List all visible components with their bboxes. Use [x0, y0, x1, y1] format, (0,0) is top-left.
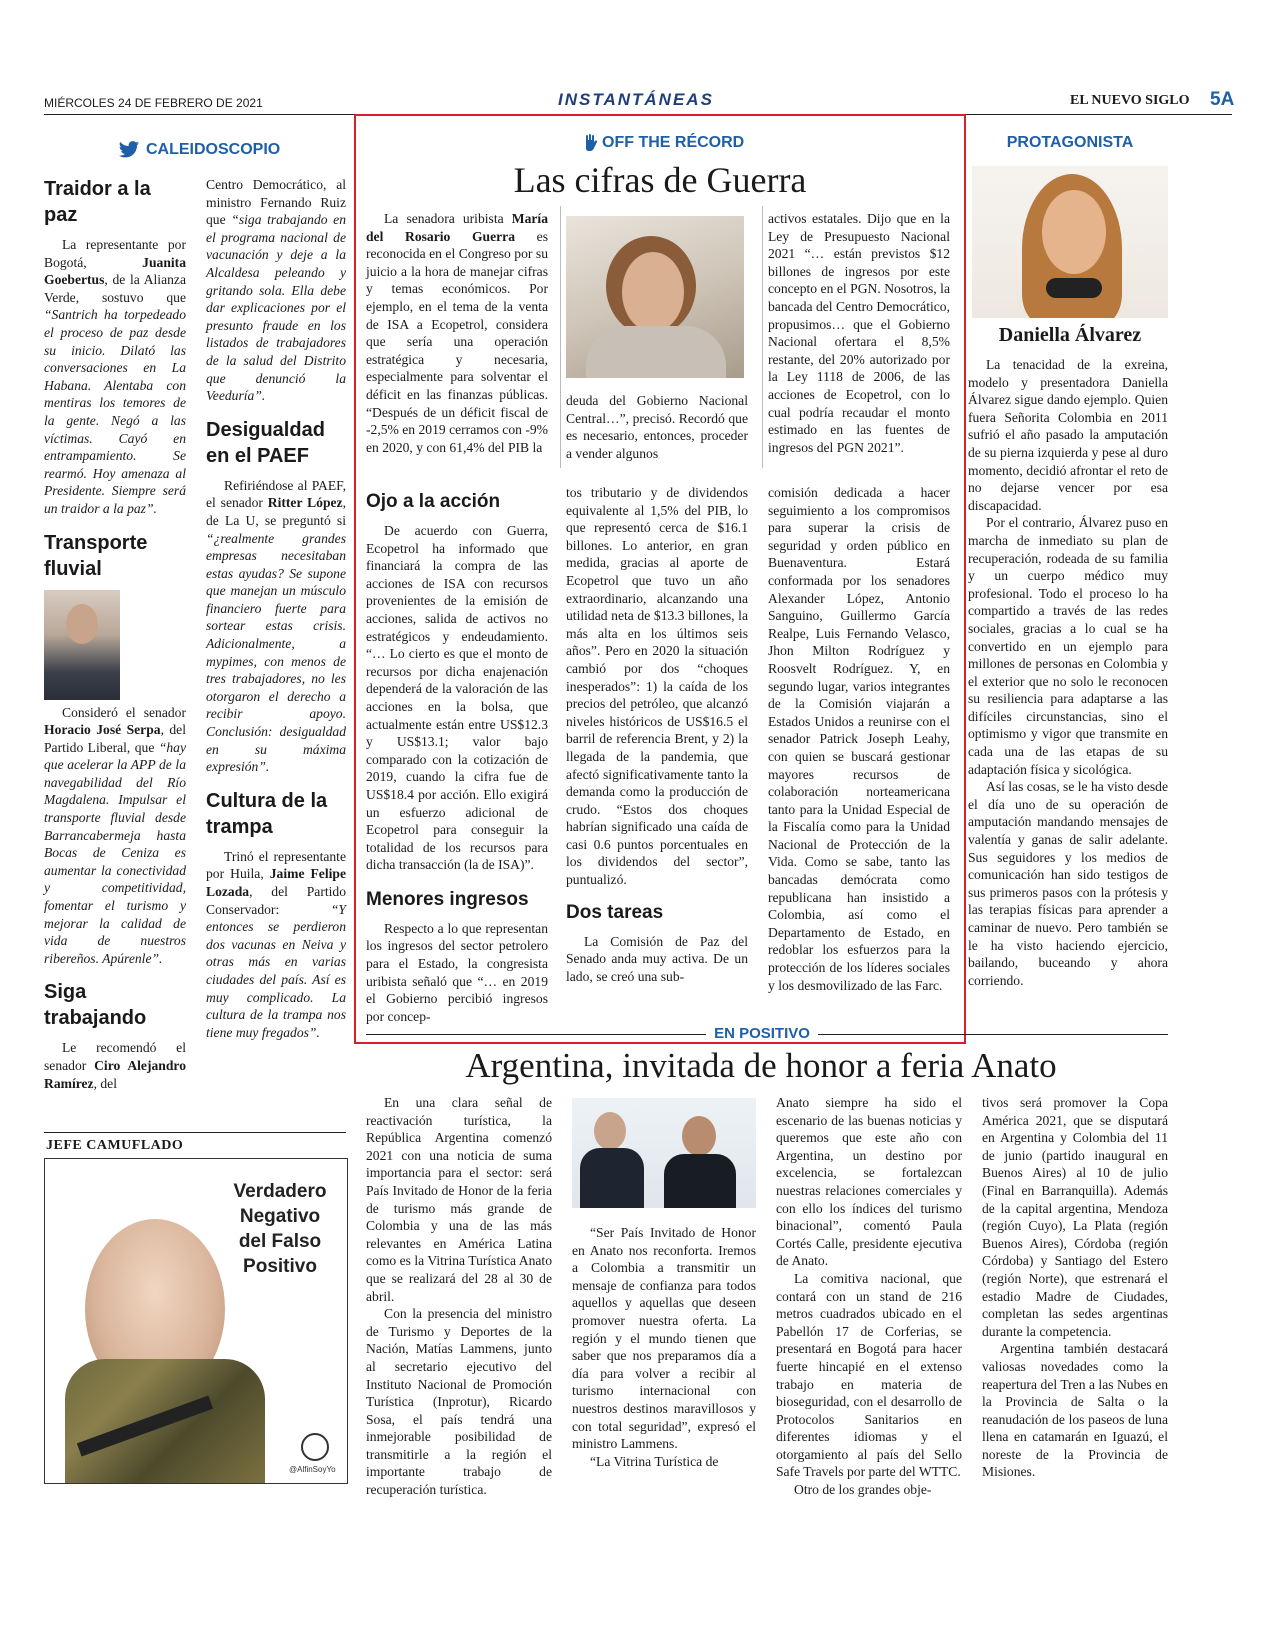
cartoon-caption: Verdadero Negativo del Falso Positivo	[233, 1181, 327, 1277]
otr-column-3-top: activos estatales. Dijo que en la Ley de Presupuesto Nacional 2021 “… están previstos $12 billones de ingresos por este concepto en el PGN. Nosotros, la bancada del Centro Democrático, propusimos… que el Gobierno Nacional ofertara el 8,5% restante, del 20% autorizado por la Ley 1118 de 2006, de las acciones de Ecopetrol, con lo cual podría recaudar el monto estimado en las fuentes de ingresos del PGN 2021”.	[768, 211, 950, 455]
headline-transporte: Transporte fluvial	[44, 531, 148, 580]
otr-column-1-top: La senadora uribista María del Rosario Guerra es reconocida en el Congreso por su juicio a la hora de manejar cifras y temas económicos. Por ejemplo, en el tema de la venta de ISA a Ecopetrol, considera que sería una operación estratégica y necesaria, especialmente para solventar el déficit en las finanzas públicas. “Después de un déficit fiscal de -2,5% en 2019 cerramos con -9% en 2020, y con 61,4% del PIB la	[366, 211, 548, 455]
off-the-record-label: OFF THE RÉCORD	[602, 134, 745, 151]
otr-column-3-bottom: comisión dedicada a hacer seguimiento a los compromisos para superar la crisis de seguridad y orden público en Buenaventura. Estará conformada por los senadores Alexander López, Antonio Sanguino, Guillermo García Realpe, Luis Fernando Velasco, Jhon Milton Rodríguez y Roosvelt Rodríguez. Y, en segundo lugar, varios integrantes de la Comisión viajarán a Estados Unidos a reunirse con el senador Patrick Joseph Leahy, con quien se buscará gestionar mayores recursos de colaboración norteamericana tanto para la Unidad Especial de la Fiscalía como para la Unidad Nacional de Protección de la Vida. Como se sabe, tanto las bancadas demócrata como republicana han insistido a Colombia, así como el Departamento de Estado, en redoblar los esfuerzos para la protección de los líderes sociales y los desmovilizado de las Farc.	[768, 485, 950, 993]
otr-column-2-bottom: tos tributario y de dividendos equivalente al 1,5% del PIB, lo que representó cerca de $16.1 billones. Lo anterior, en gran medida, gracias al aporte de Ecopetrol que tuvo un año extraordinario, alcanzando una utilidad neta de $13.3 billones, la más alta en los últimos seis años”. Pero en 2020 la situación cambió por dos “choques inesperados”: 1) la caída de los precios del petróleo, que alcanzó niveles históricos de US$16.5 el barril de referencia Brent, y 2) la llegada de la pandemia, que afectó significativamente tanto la demanda como la producción de crudo. “Estos dos choques habrían significado una caída de casi 0.6 puntos porcentuales en los dividendos del sector”, puntualizó. Dos tareas La Comisión de Paz del Senado anda muy activa. De un lado, se creó una sub-	[566, 485, 748, 984]
anato-column-3: Anato siempre ha sido el escenario de las buenas noticias y queremos que este año con Argentina, un destino por excelencia, se fortalezcan nuestras relaciones comerciales y con ello los índices del turismo binacional”, comentó Paula Cortés Calle, presidente ejecutiva de Anato. La comitiva nacional, que contará con un stand de 216 metros cuadrados ubicado en el Pabellón 17 de Corferias, se presentará en Bogotá para hacer fuerte hincapié en el extenso trabajo en materia de bioseguridad, con el desarrollo de Protocolos Sanitarios en diferentes idiomas y el otorgamiento al país del Sello Safe Travels por parte del WTTC. Otro de los grandes obje-	[776, 1095, 962, 1498]
off-the-record-hand-icon	[582, 134, 598, 152]
cartoonist-logo-icon	[301, 1433, 329, 1461]
anato-photo	[572, 1098, 756, 1208]
item-traidor-text: La representante por Bogotá, Juanita Goebertus, de la Alianza Verde, sostuvo que “Santrich ha torpedeado el proceso de paz desde su inicio. Dilató las conversaciones en La Habana. Alentaba con mentiras los temores de la gente. Negó a las víctimas. Cayó en entrampamiento. Se rearmó. Hoy amenaza al Presidente. Siempre será un traidor a la paz”.	[44, 237, 186, 516]
twitter-bird-icon	[118, 140, 140, 160]
headline-siga: Siga trabajando	[44, 981, 147, 1030]
section-title: INSTANTÁNEAS	[558, 90, 714, 109]
item-siga-text: Le recomendó el senador Ciro Alejandro Ramírez, del	[44, 1040, 186, 1091]
en-positivo-title: Argentina, invitada de honor a feria Anato	[465, 1046, 1057, 1085]
otr-column-1-bottom: Ojo a la acción De acuerdo con Guerra, Ecopetrol ha informado que financiará la compra de las acciones de ISA con recursos provenientes de la emisión de acciones, salida de activos no estratégicos y endeudamiento. “… Lo cierto es que el monto de recursos por dicha enajenación dependerá de la valoración de las acciones en la bolsa, que actualmente están entre US$12.3 y US$13.1; valor bajo comparado con la cotización de 2019, cuando la cifra fue de US$18.4 por acción. Ello exigirá un esfuerzo adicional de Ecopetrol para conseguir la totalidad de los recursos para dicha transacción (la de ISA)”. Menores ingresos Respecto a lo que representan los ingresos del sector petrolero para el Estado, la congresista uribista señaló que “… en 2019 el Gobierno percibió ingresos por concep-	[366, 491, 548, 1024]
cartoon-credit: @AlfinSoyYo	[289, 1465, 336, 1474]
caleidoscopio-column-1	[44, 176, 186, 1092]
headline-traidor: Traidor a la paz	[44, 178, 151, 226]
headline-desigualdad: Desigualdad en el PAEF	[206, 418, 325, 467]
off-the-record-title: Las cifras de Guerra	[513, 160, 807, 200]
issue-date: MIÉRCOLES 24 DE FEBRERO DE 2021	[44, 96, 263, 110]
anato-column-1: En una clara señal de reactivación turística, la República Argentina comenzó 2021 con una noticia de suma importancia para el sector: será País Invitado de Honor de la feria de turismo más grande de Colombia y una de las más relevantes en América Latina como es la Vitrina Turística Anato que se realizará del 28 al 30 de abril. Con la presencia del ministro de Turismo y Deportes de la Nación, Matías Lammens, junto al secretario ejecutivo del Instituto Nacional de Promoción Turística (Inprotur), Ricardo Sosa, el país tendrá una inmejorable posibilidad de transmitirle a la región el importante trabajo de recuperación turística.	[366, 1095, 552, 1498]
caleidoscopio-column-2: Centro Democrático, al ministro Fernando Ruiz que “siga trabajando en el programa nacional de vacunación y deje a la Alcaldesa peleando y gritando sola. Ella debe dar explicaciones por el presunto fraude en los listados de trabajadores de la salud del Distrito que denunció la Veeduría”. Desigualdad en el PAEF Refiriéndose al PAEF, el senador Ritter López, de La U, se preguntó si “¿realmente grandes empresas necesitaban estas ayudas? Se supone que manejan un músculo financiero fuerte para sortear estas crisis. Adicionalmente, a mypimes, con menos de tres trabajadores, no les otorgaron el derecho a recibir apoyo. Conclusión: desigualdad en su máxima expresión”. Cultura de la trampa Trinó el representante por Huila, Jaime Felipe Lozada, del Partido Conservador: “Y entonces se perdieron dos vacunas en Neiva y otras más en varias ciudades del país. Así es muy complicado. La cultura de la trampa nos tiene muy fregados”.	[206, 177, 346, 1040]
anato-column-4: tivos será promover la Copa América 2021, que se disputará en Argentina y Colombia del 11 de junio (partido inaugural en Buenos Aires) al 10 de julio (Final en Barranquilla). Además de la capital argentina, Mendoza (región Cuyo), La Plata (región Buenos Aires), Córdoba (región Córdoba) y Santiago del Estero (región Norte), que estrenará el estadio Madre de Ciudades, completan las sedes argentinas durante la competencia. Argentina también destacará valiosas novedades como la reapertura del Tren a las Nubes en la Provincia de Salta o la reanudación de los paseos de luna llena en catamarán en Iguazú, el noreste de la Provincia de Misiones.	[982, 1095, 1168, 1480]
page-number: 5A	[1210, 89, 1235, 110]
cartoon-image	[44, 1158, 348, 1484]
item-cultura-text: Trinó el representante por Huila, Jaime Felipe Lozada, del Partido Conservador: “Y entonces se perdieron dos vacunas en Neiva y otras más en varias ciudades del país. Así es muy complicado. La cultura de la trampa nos tiene muy fregados”.	[206, 848, 346, 1040]
anato-column-2: “Ser País Invitado de Honor en Anato nos reconforta. Iremos a Colombia a transmitir un mensaje de confianza para todos aquellos y aquellas que deseen promover nuestra oferta. La región y el mundo tienen que saber que nos preparamos día a día para volver a recibir al turismo internacional con nuestros destinos maravillosos y con total seguridad”, expresó el ministro Lammens. “La Vitrina Turística de	[572, 1225, 756, 1469]
item-transporte-text: Consideró el senador Horacio José Serpa, del Partido Liberal, que “hay que acelerar la APP de la navegabilidad del Río Magdalena. Impulsar el transporte fluvial desde Barrancabermeja hasta Bocas de Ceniza es aumentar la conectividad y competitividad, fomentar el turismo y mejorar la calidad de vida de nuestros ribereños. Apúrenle”.	[44, 590, 186, 968]
protagonista-name: Daniella Álvarez	[998, 324, 1142, 346]
subhead-ojo: Ojo a la acción	[366, 491, 501, 512]
otr-column-2-top: deuda del Gobierno Nacional Central…”, precisó. Recordó que es necesario, entonces, proceder a vender algunos	[566, 393, 748, 461]
protagonista-label: PROTAGONISTA	[1006, 134, 1134, 151]
subhead-menores: Menores ingresos	[366, 888, 529, 910]
newspaper-name: EL NUEVO SIGLO	[1070, 93, 1190, 108]
en-positivo-label: EN POSITIVO	[714, 1025, 810, 1042]
guerra-photo	[566, 216, 744, 378]
subhead-dos-tareas: Dos tareas	[566, 901, 664, 923]
caleidoscopio-label: CALEIDOSCOPIO	[146, 141, 281, 158]
headline-cultura: Cultura de la trampa	[206, 789, 328, 838]
protagonista-text: La tenacidad de la exreina, modelo y presentadora Daniella Álvarez sigue dando ejemplo. Quien fuera Señorita Colombia en 2011 sufrió el año pasado la amputación de su pierna izquierda y pese al duro momento, decidió afrontar el reto de no dejarse vencer por esa discapacidad. Por el contrario, Álvarez puso en marcha de inmediato su plan de recuperación, rodeada de su familia y un cuerpo médico muy profesional. Todo el proceso lo ha compartido a través de las redes sociales, gracias a lo cual se ha convertido en un ejemplo para millones de personas en Colombia y el exterior que no solo le reconocen su resiliencia para adaptarse a las difíciles circunstancias, sino el optimismo y vigor que transmite en cada una de las etapas de su adaptación física y sicológica. Así las cosas, se le ha visto desde el día uno de su operación de amputación mandando mensajes de valentía y ganas de salir adelante. Sus seguidores y los medios de comunicación han sido testigos de sus primeros pasos con la prótesis y las terapias físicas para aprender a caminar de nuevo. Pero también se le ha visto haciendo ejercicio, bailando, buceando y ahora corriendo.	[968, 357, 1168, 988]
item-desigualdad-text: Refiriéndose al PAEF, el senador Ritter López, de La U, se preguntó si “¿realmente grandes empresas necesitaban estas ayudas? Se supone que manejan un músculo financiero fuerte para sortear estas crisis. Adicionalmente, a mypimes, con menos de tres trabajadores, no les otorgaron el derecho a recibir apoyo. Conclusión: desigualdad en su máxima expresión”.	[206, 477, 346, 775]
alvarez-photo	[972, 166, 1168, 318]
serpa-photo	[44, 590, 120, 700]
cartoon-label: JEFE CAMUFLADO	[46, 1138, 184, 1153]
